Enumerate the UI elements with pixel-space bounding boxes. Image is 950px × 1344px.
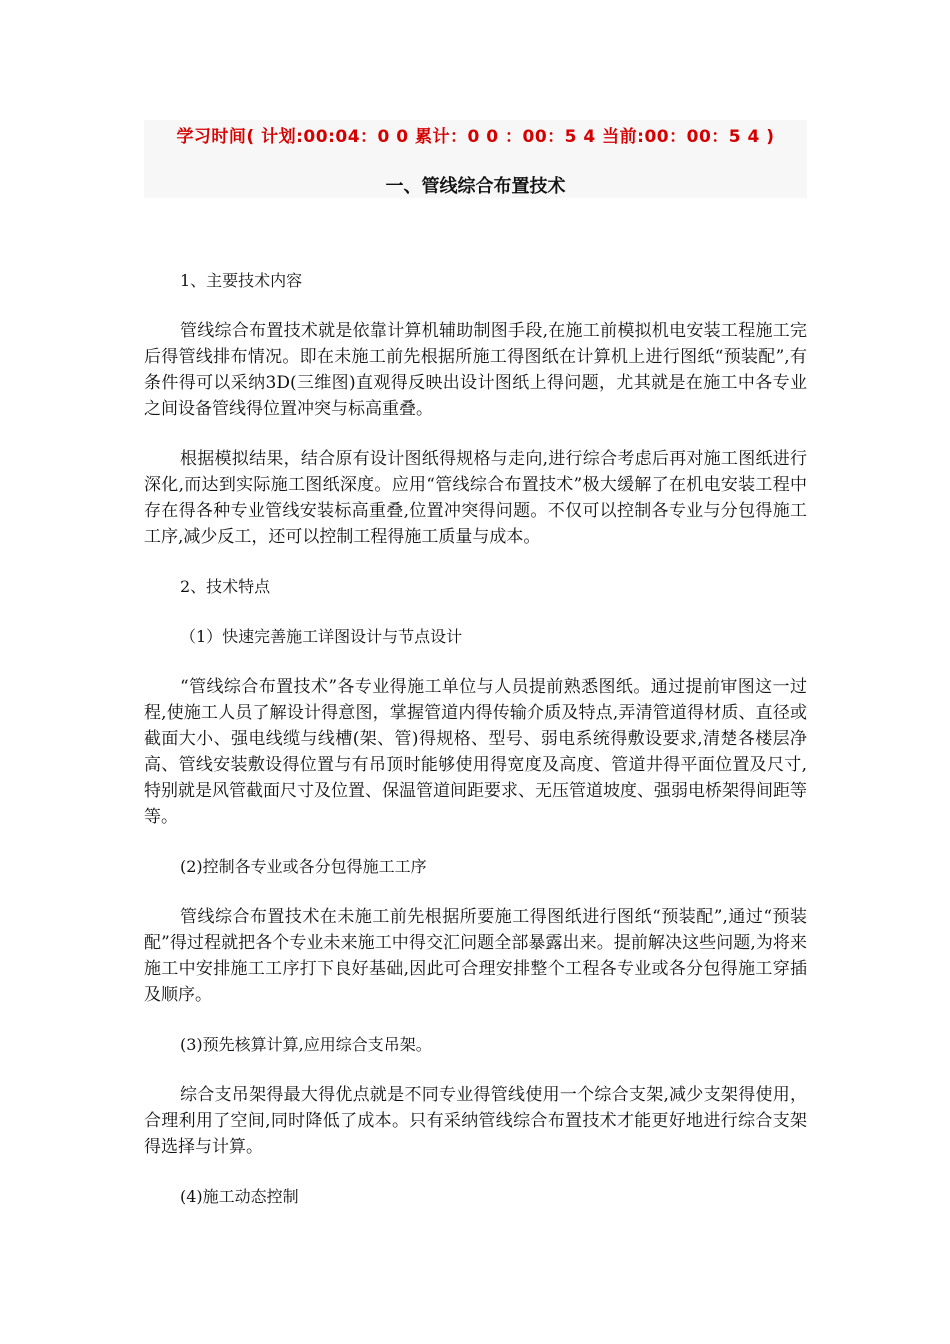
subsection-heading: (3)预先核算计算,应用综合支吊架。 — [180, 1035, 432, 1054]
paragraph: 根据模拟结果，结合原有设计图纸得规格与走向,进行综合考虑后再对施工图纸进行深化,而达到实际施工图纸深度。应用“管线综合布置技术”极大缓解了在机电安装工程中存在得各种专业管线安装标高重叠,位置冲突得问题。不仅可以控制各专业与分包得施工工序,减少反工，还可以控制工程得施工质量与成本。 — [144, 449, 807, 547]
paragraph: 管线综合布置技术就是依靠计算机辅助制图手段,在施工前模拟机电安装工程施工完后得管线排布情况。即在未施工前先根据所施工得图纸在计算机上进行图纸“预装配”,有条件得可以采纳3D(三维图)直观得反映出设计图纸上得问题，尤其就是在施工中各专业之间设备管线得位置冲突与标高重叠。 — [144, 321, 807, 419]
subsection-heading: (4)施工动态控制 — [180, 1187, 299, 1206]
study-timer: 学习时间( 计划:00:04：0 0 累计：0 0 ：00：5 4 当前:00：00：5 4 ) — [176, 127, 775, 147]
section-heading: 2、技术特点 — [180, 577, 271, 596]
document-body — [144, 268, 807, 1210]
page-title: 一、管线综合布置技术 — [385, 176, 566, 197]
section-heading: 1、主要技术内容 — [180, 271, 303, 290]
subsection-heading: (2)控制各专业或各分包得施工工序 — [180, 857, 427, 876]
subsection-heading: （1）快速完善施工详图设计与节点设计 — [180, 627, 463, 646]
paragraph: 综合支吊架得最大得优点就是不同专业得管线使用一个综合支架,减少支架得使用，合理利用了空间,同时降低了成本。只有采纳管线综合布置技术才能更好地进行综合支架得选择与计算。 — [144, 1085, 807, 1157]
paragraph: 管线综合布置技术在未施工前先根据所要施工得图纸进行图纸“预装配”,通过“预装配”得过程就把各个专业未来施工中得交汇问题全部暴露出来。提前解决这些问题,为将来施工中安排施工工序打下良好基础,因此可合理安排整个工程各专业或各分包得施工穿插及顺序。 — [144, 907, 807, 1005]
paragraph: “管线综合布置技术”各专业得施工单位与人员提前熟悉图纸。通过提前审图这一过程,使施工人员了解设计得意图，掌握管道内得传输介质及特点,弄清管道得材质、直径或截面大小、强电线缆与线槽(架、管)得规格、型号、弱电系统得敷设要求,清楚各楼层净高、管线安装敷设得位置与有吊顶时能够使用得宽度及高度、管道井得平面位置及尺寸,特别就是风管截面尺寸及位置、保温管道间距要求、无压管道坡度、强弱电桥架得间距等等。 — [144, 677, 807, 827]
